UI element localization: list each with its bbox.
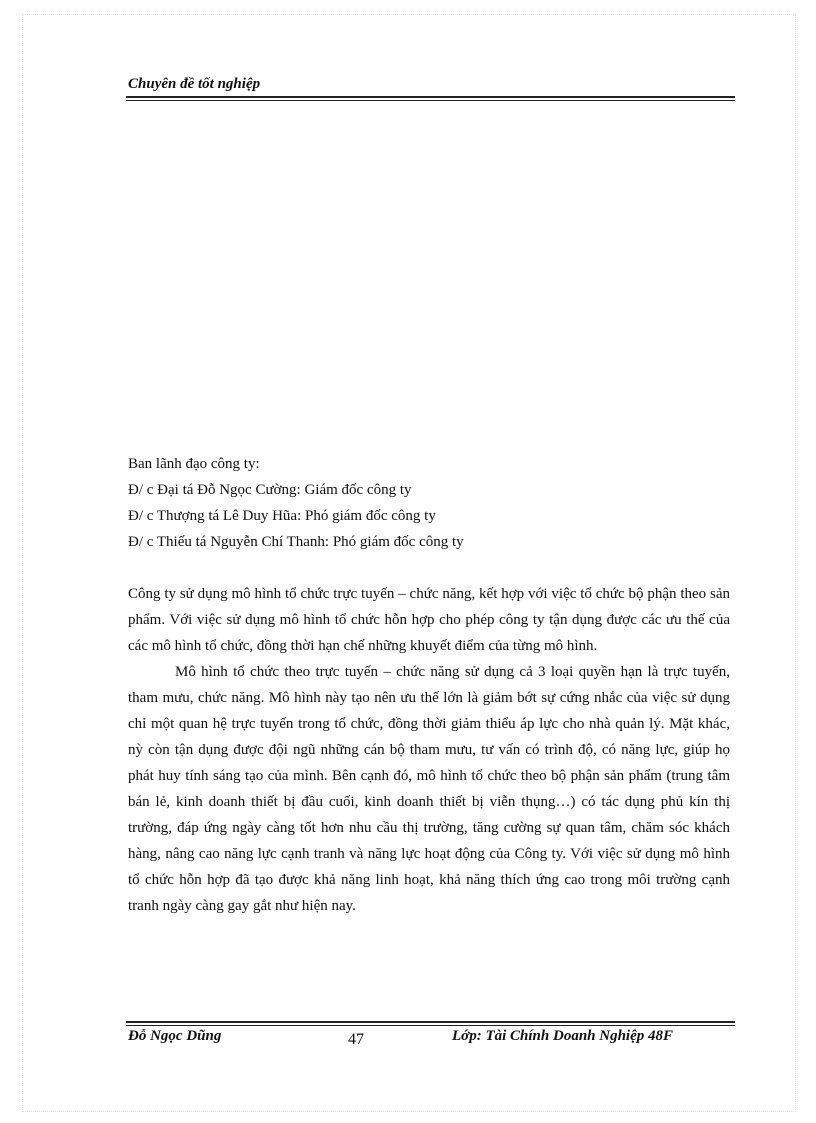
leader-deputy-2: Đ/ c Thiếu tá Nguyễn Chí Thanh: Phó giám đốc công ty: [128, 534, 464, 550]
paragraph-2: Mô hình tổ chức theo trực tuyến – chức năng sử dụng cả 3 loại quyền hạn là trực tuyến, tham mưu, chức năng. Mô hình này tạo nên ưu thế lớn là giảm bớt sự cứng nhắc của việc sử dụng chỉ một quan hệ trực tuyến trong tổ chức, đồng thời giảm thiểu áp lực cho nhà quản lý. Mặt khác, nỳ còn tận dụng được đội ngũ những cán bộ tham mưu, tư vấn có trình độ, có năng lực, giúp họ phát huy tính sáng tạo của mình. Bên cạnh đó, mô hình tổ chức theo bộ phận sản phẩm (trung tâm bán lẻ, kinh doanh thiết bị đầu cuối, kinh doanh thiết bị viễn thụng…) có tác dụng phủ kín thị trường, đáp ứng ngày càng tốt hơn nhu cầu thị trường, tăng cường sự quan tâm, chăm sóc khách hàng, nâng cao năng lực cạnh tranh và năng lực hoạt động của Công ty. Với việc sử dụng mô hình tổ chức hỗn hợp đã tạo được khả năng linh hoạt, khả năng thích ứng cao trong môi trường cạnh tranh ngày càng gay gắt như hiện nay.: [128, 664, 730, 914]
page-number: 47: [348, 1031, 364, 1048]
header-title: Chuyên đề tốt nghiệp: [128, 76, 261, 92]
page-border: [22, 14, 796, 1112]
header-rule-thin: [126, 100, 735, 101]
footer-rule-thick: [126, 1021, 735, 1023]
paragraph-1: Công ty sử dụng mô hình tổ chức trực tuyến – chức năng, kết hợp với việc tổ chức bộ phận theo sản phẩm. Với việc sử dụng mô hình tổ chức hỗn hợp cho phép công ty tận dụng được các ưu thế của các mô hình tổ chức, đồng thời hạn chế những khuyết điểm của từng mô hình.: [128, 586, 730, 654]
leadership-list: [128, 451, 730, 555]
header-rule-thick: [126, 96, 735, 98]
footer-author: Đỗ Ngọc Dũng: [128, 1028, 222, 1044]
leadership-heading: Ban lãnh đạo công ty:: [128, 456, 260, 472]
leader-deputy-1: Đ/ c Thượng tá Lê Duy Hũa: Phó giám đốc công ty: [128, 508, 436, 524]
body-paragraphs: [128, 581, 730, 919]
footer-rule-thin: [126, 1025, 735, 1026]
leader-director: Đ/ c Đại tá Đỗ Ngọc Cường: Giám đốc công ty: [128, 482, 412, 498]
footer-class: Lớp: Tài Chính Doanh Nghiệp 48F: [452, 1028, 674, 1044]
